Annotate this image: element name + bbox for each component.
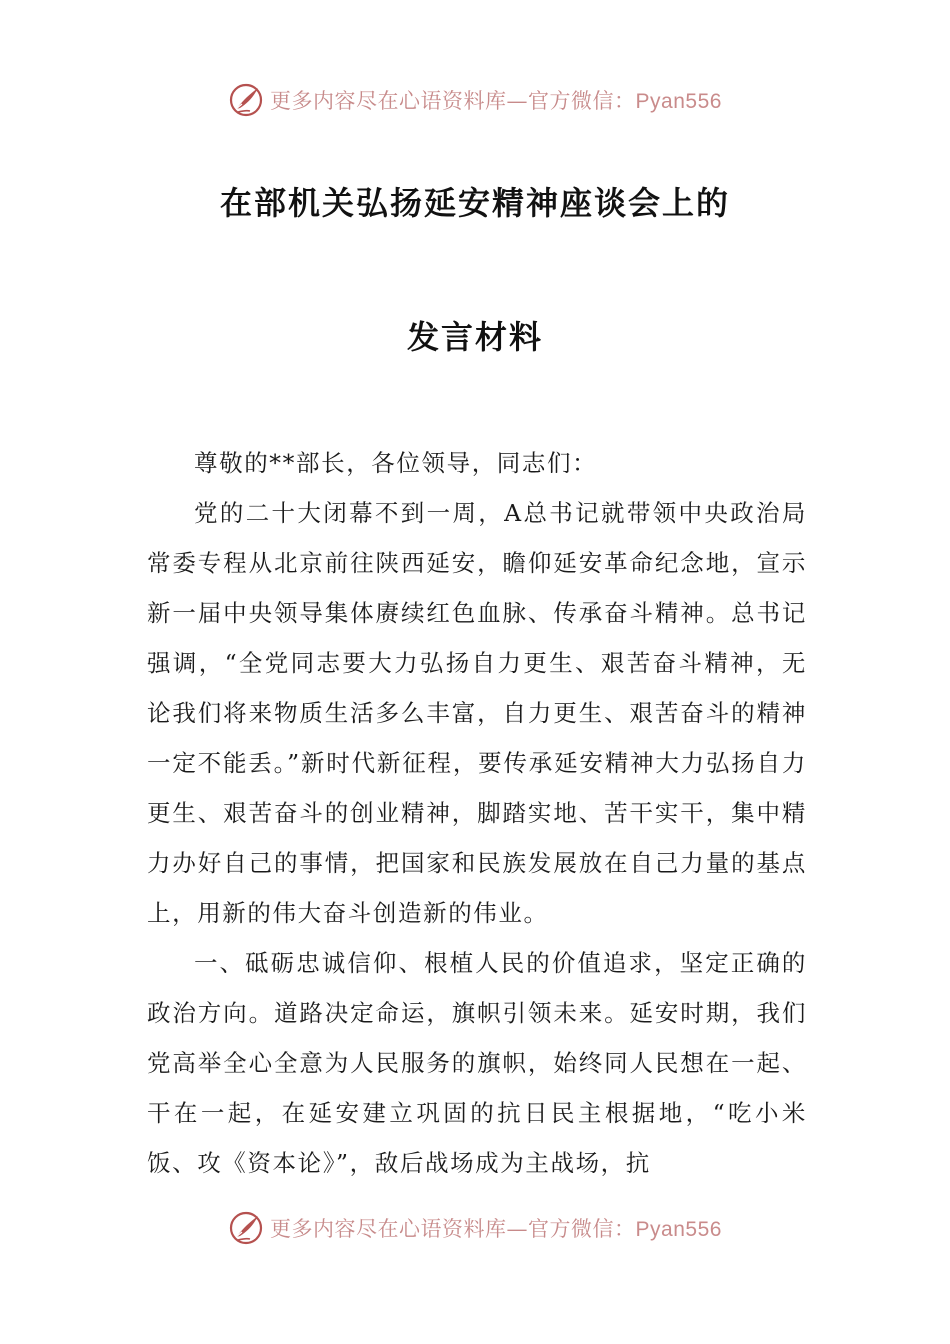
quill-pen-logo-icon — [228, 1210, 264, 1246]
watermark-label: 更多内容尽在心语资料库—官方微信： — [270, 89, 636, 113]
body-paragraph: 党的二十大闭幕不到一周，A总书记就带领中央政治局常委专程从北京前往陕西延安，瞻仰延安革命纪念地，宣示新一届中央领导集体赓续红色血脉、传承奋斗精神。总书记强调，“全党同志要大力弘扬自力更生、艰苦奋斗精神，无论我们将来物质生活多么丰富，自力更生、艰苦奋斗的精神一定不能丢。”新时代新征程，要传承延安精神大力弘扬自力更生、艰苦奋斗的创业精神，脚踏实地、苦干实干，集中精力办好自己的事情，把国家和民族发展放在自己力量的基点上，用新的伟大奋斗创造新的伟业。 — [147, 499, 807, 927]
document-body — [147, 438, 807, 1188]
header-watermark-banner — [0, 80, 950, 120]
salutation-paragraph: 尊敬的**部长，各位领导，同志们： — [194, 449, 598, 477]
watermark-text — [270, 85, 722, 115]
wechat-id: Pyan556 — [635, 90, 722, 113]
document-title-line-2: 发言材料 — [406, 318, 543, 356]
watermark-label: 更多内容尽在心语资料库—官方微信： — [270, 1217, 636, 1241]
wechat-id: Pyan556 — [635, 1218, 722, 1241]
watermark-text — [270, 1213, 722, 1243]
quill-pen-logo-icon — [228, 82, 264, 118]
footer-watermark-banner — [0, 1208, 950, 1248]
document-title-line-1: 在部机关弘扬延安精神座谈会上的 — [219, 184, 730, 222]
body-paragraph: 一、砥砺忠诚信仰、根植人民的价值追求，坚定正确的政治方向。道路决定命运，旗帜引领未来。延安时期，我们党高举全心全意为人民服务的旗帜，始终同人民想在一起、干在一起，在延安建立巩固的抗日民主根据地，“吃小米饭、攻《资本论》”，敌后战场成为主战场，抗 — [147, 949, 807, 1177]
